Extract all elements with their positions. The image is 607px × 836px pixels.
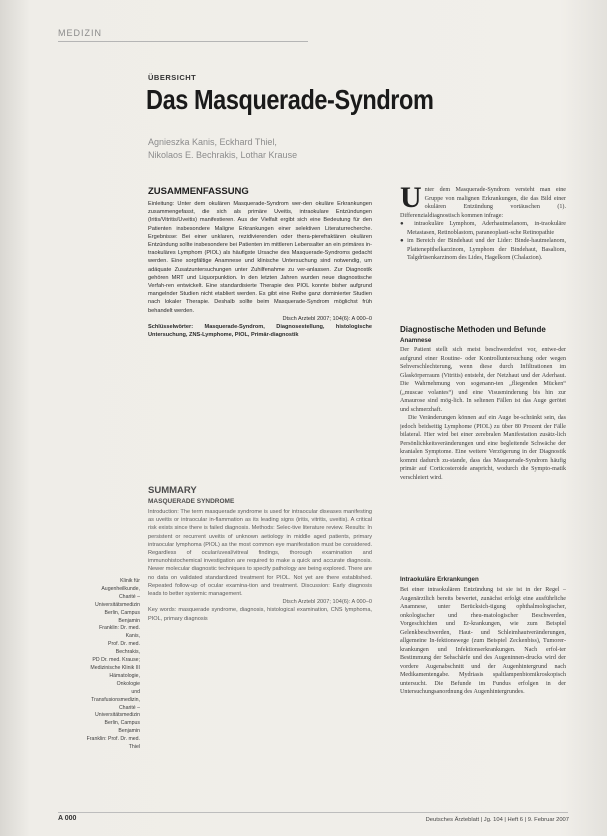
affiliation-line: Franklin: Dr. med. Kanis, [99, 625, 140, 640]
intraokulaer-block [400, 586, 566, 786]
article-kicker: ÜBERSICHT [148, 73, 197, 82]
page-number: A 000 [58, 815, 77, 822]
intro-text: nter dem Masquerade-Syndrom versteht man eine Gruppe von malignen Erkrankungen, die das Bild einer okulären Entzündung vortäuschen (1). Differenzialdiagnostisch kommen infrage: [400, 187, 566, 219]
bullet-item: ● intraokuläre Lymphom, Aderhautmelanom, in-traokuläre Metastasen, Retinoblastom, paraneoplasti-sche Retinopathie [400, 221, 566, 236]
affiliation-line: Berlin, Campus Benjamin [104, 720, 140, 735]
zusammenfassung-citation: Dtsch Arztebl 2007; 104(6): A 000–0 [282, 315, 372, 322]
subsection-intraokulaer: Intraokuläre Erkrankungen [400, 576, 479, 583]
author-affiliation [86, 578, 140, 752]
bullet-text: im Bereich der Bindehaut und der Lider: Binde-hautmelanom, Plattenepithelkarzinom, Lymphom der Bindehaut, Basaliom, Talgdrüsenkarzinom des Lides, Hagelkorn (Chalazion). [407, 238, 566, 261]
zusammenfassung-keywords: Schlüsselwörter: Masquerade-Syndrom, Diagnosestellung, histologische Untersuchung, ZNS-Lymphome, PIOL, Primär-diagnostik [148, 324, 372, 339]
anamnese-text: Der Patient stellt sich meist beschwerdefrei vor, entwe-der aufgrund einer Routine- oder Kontrolluntersuchung oder wegen Sehverschlechterung, wenn diese durch Infiltrationen im Glaskörperraum (Vitritis) entsteht, der Netzhaut und der Aderhaut. Die Wahrnehmung von sogenann-ten „fliegenden Mücken“ („muscae volantes“) und eine Visusminderung bis hin zur Amaurose sind mög-lich. In seltenen Fällen ist das Auge gerötet und schmerzhaft. [400, 347, 566, 413]
anamnese-block [400, 346, 566, 558]
bullet-item: ● im Bereich der Bindehaut und der Lider: Binde-hautmelanom, Plattenepithelkarzinom, Lymphom der Bindehaut, Basaliom, Talgdrüsenkarzinom des Lides, Hagelkorn (Chalazion). [400, 238, 566, 261]
affiliation-line: Prof. Dr. med. Bechrakis, [108, 641, 140, 656]
affiliation-line: und Transfusionsmedizin, [91, 688, 140, 703]
bullet-text: intraokuläre Lymphom, Aderhautmelanom, in-traokuläre Metastasen, Retinoblastom, paraneoplasti-sche Retinopathie [407, 221, 566, 236]
authors-line-1: Agnieszka Kanis, Eckhard Thiel, [148, 137, 277, 147]
affiliation-line: Franklin: Prof. Dr. med. Thiel [86, 736, 140, 751]
header-rule [58, 41, 308, 42]
article-title: Das Masquerade-Syndrom [146, 84, 434, 115]
zusammenfassung-heading: ZUSAMMENFASSUNG [148, 186, 249, 197]
subsection-anamnese: Anamnese [400, 337, 432, 344]
author-list [148, 136, 398, 162]
affiliation-line: Medizinische Klinik III [90, 664, 140, 671]
intraokulaer-text: Bei einer intraokulären Entzündung ist sie ist in der Regel – Augenärztlich bereits bewertet, zunächst erfolgt eine ausführliche Anamnese, unter Berücksich-tigung ophthalmologischer, onkologischer und rheu-matologischer Beschwerden, Vorgeschichten und Er-krankungen, wie zum Beispiel Gelenkbeschwerden, Haut- und Schleimhautveränderungen, allgemeine In-fektionswege (zum Beispiel Zeckenbiss), Tumorer-krankungen und Infektionserkrankungen. Nach erfol-ter Bestimmung der Sehschärfe und des Augeninnen-drucks wird der vordere Augenabschnitt und der Augenhintergrund nach Medikamentengabe. Mydriasis spaltlampenbiomikroskopisch untersucht. Die Befunde im Fundus erfolgen in der Untersuchungsanordnung des Augenhintergrundes. [400, 587, 566, 695]
summary-body: Introduction: The term masquerade syndrome is used for intraocular diseases manifesting as uveitis or intraocular in-flammation as its leading signs (iritis, vitritis, uveitis). A critical risk exists since there is failed diagnosis. Methods: Selec-tive literature review. Results: In persistent or recurrent uveitis of unknown aetiology in middle aged patients, primary intraocular lymphoma (PIOL) as the most common eye manifestation must be considered. Regardless of ocular/uveal/vitreal findings, thorough examination and immunohistochemical investigation are required to make a quick and accurate diagnosis. Newer molecular diagnostic techniques to specify pathology are being explored. There are no data on validated standardized treatment for PIOL. Not yet are there established. Repeated follow-up of ocular examina-tion and treatment. Discussion: Early diagnosis leads to better systemic management. [148, 509, 372, 598]
section-header: MEDIZIN [58, 28, 102, 38]
journal-reference: Deutsches Ärzteblatt | Jg. 104 | Heft 6 | 9. Februar 2007 [425, 817, 569, 823]
summary-keywords: Key words: masquerade syndrome, diagnosis, histological examination, CNS lymphoma, PIOL, primary diagnosis [148, 607, 372, 622]
affiliation-line: Hämatologie, Onkologie [109, 672, 140, 687]
section-heading-diagnostik: Diagnostische Methoden und Befunde [400, 325, 546, 334]
affiliation-line: PD Dr. med. Krause; [92, 657, 140, 664]
affiliation-line: Charité – Universitätsmedizin [95, 704, 140, 719]
summary-subheading: MASQUERADE SYNDROME [148, 498, 235, 505]
summary-citation: Dtsch Arztebl 2007; 104(6): A 000–0 [282, 599, 372, 606]
affiliation-line: Charité – Universitätsmedizin [95, 593, 140, 608]
summary-block [148, 508, 372, 758]
drop-cap: U [400, 186, 422, 214]
anamnese-text-2: Die Veränderungen können auf ein Auge be-schränkt sein, das jedoch beidseitig Lymphome (PIOL) zu über 80 Prozent der Fälle bilateral. Hier wird bei einer zerebralen Manifestation zusätz-lich Persönlichkeitsveränderungen und eine begleitende Schwäche der kranialen Symptome. Eine weitere Verzögerung in der Diagnostik kommt dadurch zu-stande, dass das Masquerade-Syndrom häufig primär auf Corticosteroide anspricht, wodurch die Sympto-matik verschleiert wird. [400, 415, 566, 481]
intro-block [400, 186, 566, 321]
affiliation-line: Berlin, Campus Benjamin [104, 609, 140, 624]
zusammenfassung-body: Einleitung: Unter dem okulären Masquerade-Syndrom wer-den okuläre Erkrankungen zusammengefasst, die sich als primäre Uveitis, intraokulare Entzündungen (Iritis/Vitritis/Uveitis) manifestieren. Aus der Vielfalt ergibt sich eine Bedeutung für den Patienten insbesondere Maligne Erkrankungen einer selektiven Literaturrecherche. Ergebnisse: Bei einer unklaren, rezidivierenden oder thera-pierefraktären okulären Entzündung sollte insbesondere bei Patienten im mittleren Lebensalter an ein primäres in-traokuläres Lymphom (PIOL) als häufigste Ursache des Masquerade-Syndroms gedacht werden. Eine sorgfältige Anamnese und klinische Untersuchung sind notwendig, um adäquate Zusatzuntersuchungen unter Zuhilfenahme zu ver-anlassen. Zur Diagnostik gehören MRT und Liquorpunktion. In den letzten Jahren wurden neue diagnostische Verfah-ren entwickelt. Eine standardisierte Therapie des PIOL konnte bisher aufgrund mangelnder Studien nicht etabliert werden. Es gibt eine Reihe ganz dominierter Studien nach lokaler Therapie. Deshalb sollte beim Masquerade-Syndrom möglichst früh behandelt werden. [148, 201, 372, 314]
zusammenfassung-block [148, 200, 372, 468]
summary-heading: SUMMARY [148, 485, 197, 496]
authors-line-2: Nikolaos E. Bechrakis, Lothar Krause [148, 150, 298, 160]
affiliation-line: Klinik für Augenheilkunde, [101, 578, 140, 592]
footer-rule [58, 812, 568, 813]
